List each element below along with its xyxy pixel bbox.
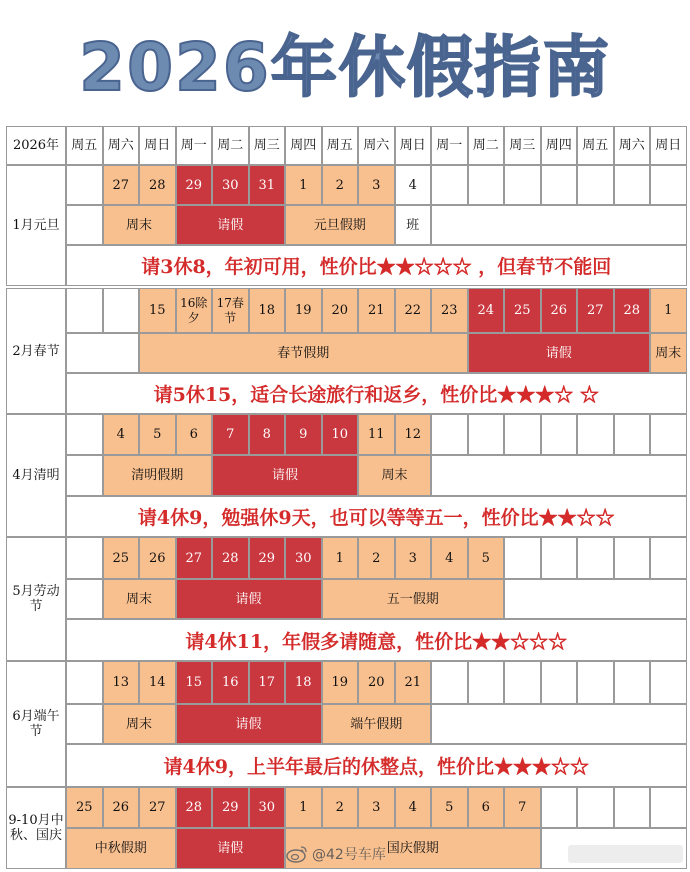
weekday-header-cell: 周三 [249,126,286,165]
date-cell: 31 [249,165,286,205]
date-cell: 21 [358,288,395,333]
period-band: 请假 [176,828,286,869]
date-cell: 12 [395,414,432,455]
date-cell: 1 [322,537,359,579]
date-cell: 25 [66,787,103,828]
date-cell: 20 [322,288,359,333]
date-cell [468,661,505,704]
weekday-header-cell: 周三 [504,126,541,165]
weekday-header-cell: 周一 [431,126,468,165]
date-cell: 4 [395,787,432,828]
date-cell [541,165,578,205]
date-cell: 1 [285,165,322,205]
date-cell [541,414,578,455]
period-band: 班 [395,205,432,245]
date-cell [650,414,687,455]
date-cell: 29 [249,537,286,579]
weekday-header-cell: 周日 [650,126,687,165]
period-band: 请假 [176,704,322,744]
date-cell [468,165,505,205]
date-cell: 6 [468,787,505,828]
date-cell: 4 [103,414,140,455]
date-cell [431,661,468,704]
date-cell: 5 [468,537,505,579]
date-cell [468,414,505,455]
empty-band [431,704,687,744]
period-band: 元旦假期 [285,205,395,245]
date-cell [504,661,541,704]
date-cell: 27 [139,787,176,828]
weekday-header-cell: 周二 [212,126,249,165]
date-cell [614,414,651,455]
date-cell [650,165,687,205]
date-cell: 27 [176,537,213,579]
date-cell [577,165,614,205]
blurred-watermark [568,845,683,863]
weekday-header-cell: 周五 [577,126,614,165]
weekday-header-cell: 周二 [468,126,505,165]
date-cell [66,537,103,579]
period-band: 周末 [103,579,176,619]
date-cell [614,787,651,828]
empty-band [504,579,687,619]
weekday-header-cell: 周四 [541,126,578,165]
weekday-header-cell: 周五 [66,126,103,165]
date-cell: 9 [285,414,322,455]
empty-band [66,455,103,496]
weekday-header-cell: 周日 [139,126,176,165]
date-cell: 20 [358,661,395,704]
value-note: 请4休9，勉强休9天，也可以等等五一，性价比★★☆☆ [66,496,687,537]
date-cell: 26 [541,288,578,333]
date-cell [431,165,468,205]
weekday-header-cell: 周五 [322,126,359,165]
period-band: 周末 [358,455,431,496]
date-cell: 1 [285,787,322,828]
section-label: 4月清明 [6,414,66,537]
watermark-text: @42号车库 [312,847,386,863]
empty-band [431,455,687,496]
date-cell [504,414,541,455]
empty-band [66,333,139,373]
date-cell [504,537,541,579]
date-cell: 25 [103,537,140,579]
period-band: 请假 [212,455,358,496]
date-cell [614,165,651,205]
value-note: 请5休15，适合长途旅行和返乡，性价比★★★☆ ☆ [66,373,687,414]
date-cell [614,537,651,579]
date-cell: 21 [395,661,432,704]
period-band: 请假 [176,205,286,245]
section-label: 2月春节 [6,288,66,414]
date-cell [504,165,541,205]
date-cell: 17春节 [212,288,249,333]
date-cell: 14 [139,661,176,704]
date-cell: 30 [285,537,322,579]
date-cell: 8 [249,414,286,455]
date-cell: 18 [285,661,322,704]
date-cell: 2 [322,165,359,205]
date-cell [577,537,614,579]
period-band: 五一假期 [322,579,505,619]
empty-band [431,205,687,245]
date-cell: 17 [249,661,286,704]
section-label: 5月劳动节 [6,537,66,661]
date-cell: 19 [322,661,359,704]
date-cell [66,414,103,455]
section-label: 1月元旦 [6,165,66,286]
date-cell: 30 [212,165,249,205]
date-cell: 3 [358,787,395,828]
date-cell: 28 [614,288,651,333]
date-cell: 5 [431,787,468,828]
empty-band [66,579,103,619]
date-cell: 23 [431,288,468,333]
date-cell: 7 [212,414,249,455]
date-cell: 28 [176,787,213,828]
date-cell [650,537,687,579]
date-cell: 30 [249,787,286,828]
date-cell: 4 [431,537,468,579]
date-cell: 3 [358,165,395,205]
empty-band [66,704,103,744]
date-cell [66,288,103,333]
period-band: 国庆假期 [285,828,541,869]
value-note: 请4休9，上半年最后的休整点，性价比★★★☆☆ [66,744,687,787]
watermark [286,842,386,866]
date-cell [66,661,103,704]
period-band: 端午假期 [322,704,432,744]
date-cell: 2 [322,787,359,828]
date-cell: 25 [504,288,541,333]
period-band: 请假 [176,579,322,619]
date-cell: 27 [577,288,614,333]
date-cell: 13 [103,661,140,704]
date-cell: 6 [176,414,213,455]
weekday-header-cell: 周六 [358,126,395,165]
period-band: 周末 [103,205,176,245]
section-label: 9-10月中秋、国庆 [6,787,66,869]
weibo-icon [286,845,308,863]
date-cell: 24 [468,288,505,333]
date-cell: 10 [322,414,359,455]
date-cell: 16 [212,661,249,704]
date-cell [577,787,614,828]
date-cell: 26 [103,787,140,828]
date-cell [541,661,578,704]
date-cell: 11 [358,414,395,455]
date-cell [577,661,614,704]
period-band: 春节假期 [139,333,468,373]
weekday-header-cell: 周六 [103,126,140,165]
page-title: 2026年休假指南 [79,28,611,106]
year-header-cell: 2026年 [6,126,66,165]
date-cell: 4 [395,165,432,205]
period-band: 中秋假期 [66,828,176,869]
date-cell: 28 [139,165,176,205]
date-cell: 2 [358,537,395,579]
weekday-header-cell: 周日 [395,126,432,165]
weekday-header-cell: 周六 [614,126,651,165]
section-label: 6月端午节 [6,661,66,787]
date-cell: 15 [176,661,213,704]
date-cell [66,165,103,205]
date-cell: 28 [212,537,249,579]
date-cell: 18 [249,288,286,333]
date-cell: 26 [139,537,176,579]
date-cell [650,787,687,828]
date-cell: 5 [139,414,176,455]
date-cell: 3 [395,537,432,579]
date-cell [577,414,614,455]
date-cell: 7 [504,787,541,828]
period-band: 清明假期 [103,455,213,496]
period-band: 周末 [103,704,176,744]
date-cell [650,661,687,704]
date-cell [103,288,140,333]
date-cell: 27 [103,165,140,205]
date-cell [541,537,578,579]
period-band: 周末 [650,333,687,373]
weekday-header-cell: 周一 [176,126,213,165]
value-note: 请4休11，年假多请随意，性价比★★☆☆☆ [66,619,687,661]
period-band: 请假 [468,333,651,373]
date-cell: 1 [650,288,687,333]
date-cell: 29 [176,165,213,205]
date-cell: 16除夕 [176,288,213,333]
weekday-header-cell: 周四 [285,126,322,165]
date-cell [614,661,651,704]
date-cell: 29 [212,787,249,828]
value-note: 请3休8，年初可用，性价比★★☆☆☆ ，但春节不能回 [66,245,687,286]
date-cell [431,414,468,455]
empty-band [66,205,103,245]
date-cell: 19 [285,288,322,333]
date-cell: 15 [139,288,176,333]
date-cell: 22 [395,288,432,333]
date-cell [541,787,578,828]
